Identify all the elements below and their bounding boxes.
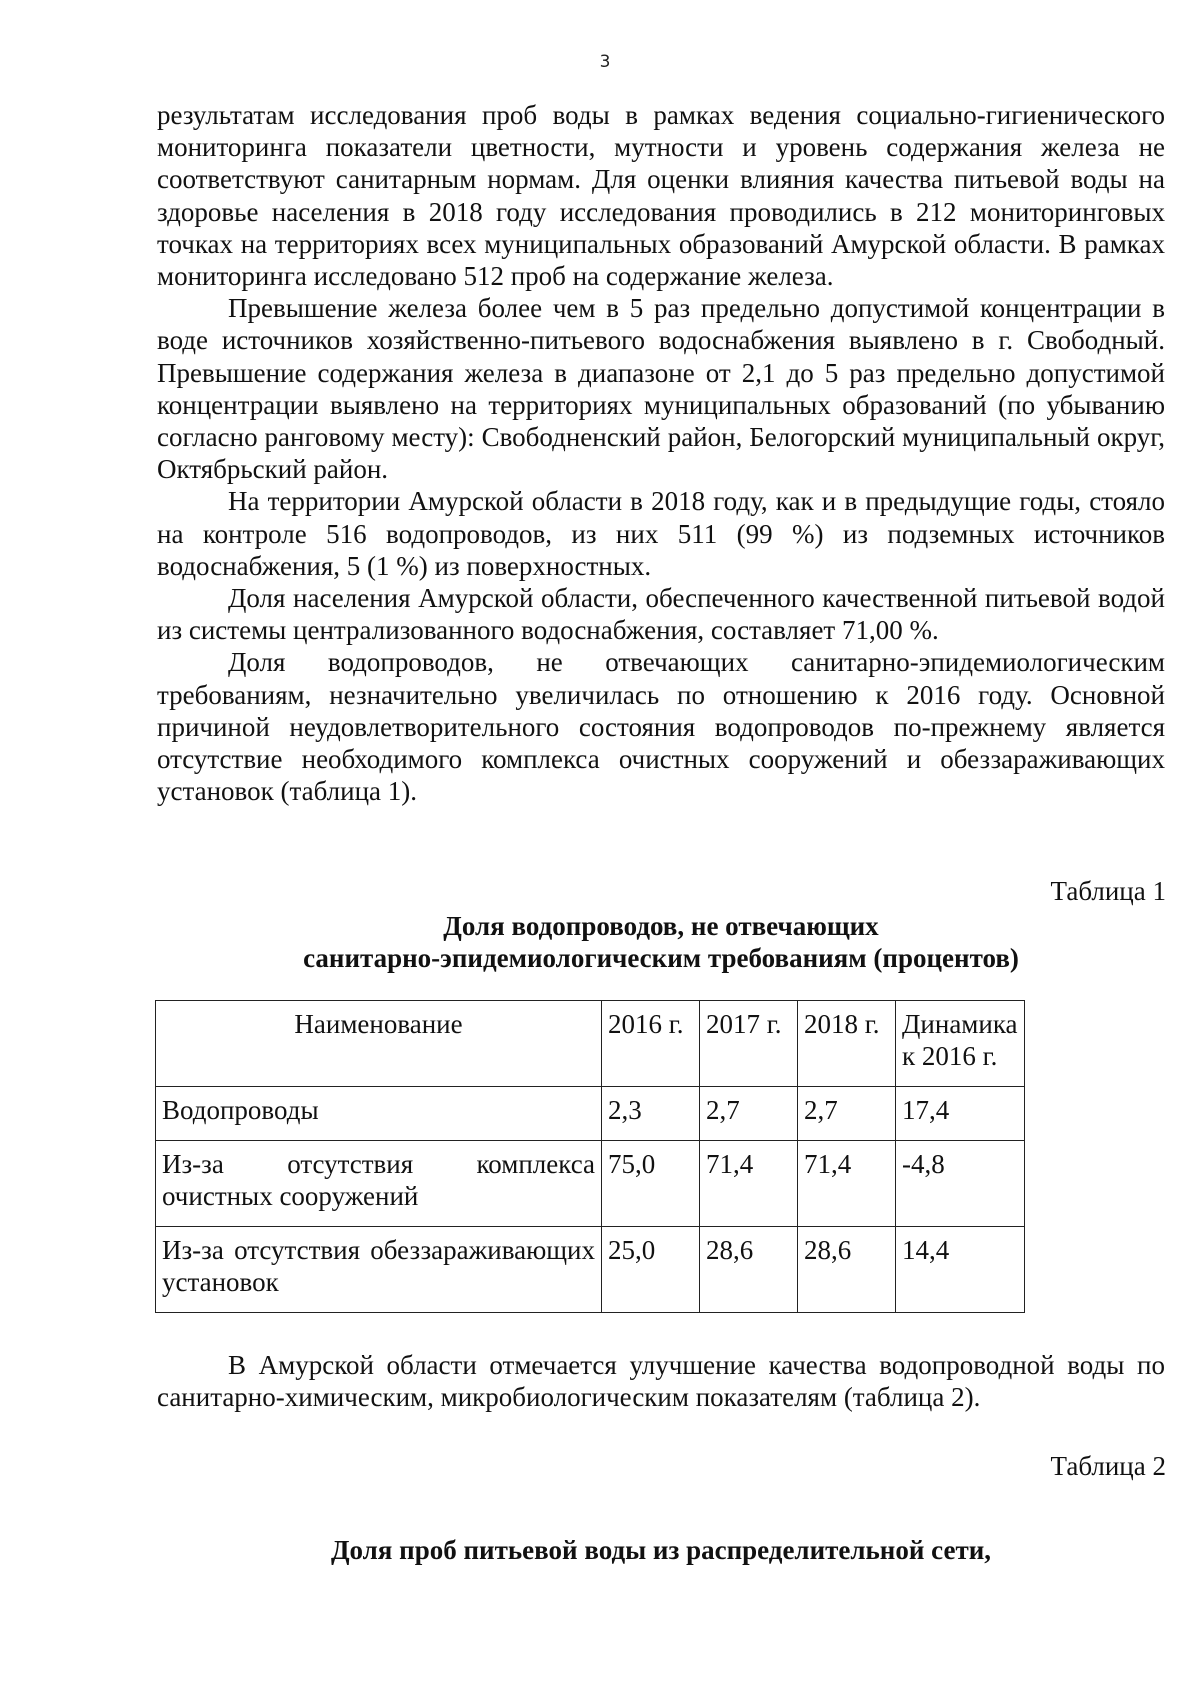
paragraph-after-table: В Амурской области отмечается улучшение качества водопроводной воды по санитарно-химическим, микробиологическим показателям (таблица 2). [157,1350,1165,1413]
paragraph-2: Превышение железа более чем в 5 раз предельно допустимой концентрации в воде источников хозяйственно-питьевого водоснабжения выявлено в г. Свободный. Превышение содержания железа в диапазоне от 2,1 до 5 раз предельно допустимой концентрации выявлено на территориях муниципальных образований (по убыванию согласно ранговому месту): Свободненский район, Белогорский муниципальный округ, Октябрьский район. [157,293,1165,485]
table-header-row [156,1001,1025,1087]
table-1-title-line-2: санитарно-эпидемиологическим требованиям (процентов) [303,943,1019,973]
paragraph-3: На территории Амурской области в 2018 году, как и в предыдущие годы, стояло на контроле 516 водопроводов, из них 511 (99 %) из подземных источников водоснабжения, 5 (1 %) из поверхностных. [157,486,1165,581]
header-2017: 2017 г. [700,1001,798,1087]
table-1-title [157,910,1165,974]
row-name-cell: Водопроводы [156,1087,602,1141]
table-row [156,1141,1025,1227]
row-value-dynamics: -4,8 [896,1141,1025,1227]
page-number: 3 [599,52,611,72]
paragraph-1: результатам исследования проб воды в рамках ведения социально-гигиенического мониторинга показатели цветности, мутности и уровень содержания железа не соответствуют санитарным нормам. Для оценки влияния качества питьевой воды на здоровье населения в 2018 году исследования проводились в 212 мониторинговых точках на территориях всех муниципальных образований Амурской области. В рамках мониторинга исследовано 512 проб на содержание железа. [157,100,1165,292]
paragraph-4: Доля населения Амурской области, обеспеченного качественной питьевой водой из системы централизованного водоснабжения, составляет 71,00 %. [157,583,1165,646]
table-1-label: Таблица 1 [1050,876,1166,906]
table-2-label: Таблица 2 [1050,1451,1166,1481]
after-table-text [157,1349,1165,1413]
row-value-dynamics: 14,4 [896,1227,1025,1313]
row-value-2017: 28,6 [700,1227,798,1313]
row-value-2018: 2,7 [798,1087,896,1141]
table-1 [155,1000,1025,1313]
body-text [157,99,1165,807]
row-value-2016: 2,3 [602,1087,700,1141]
row-value-dynamics: 17,4 [896,1087,1025,1141]
table-row [156,1087,1025,1141]
row-value-2017: 71,4 [700,1141,798,1227]
row-value-2018: 28,6 [798,1227,896,1313]
row-value-2016: 25,0 [602,1227,700,1313]
table-1-title-line-1: Доля водопроводов, не отвечающих [443,911,879,941]
table-row [156,1227,1025,1313]
row-value-2016: 75,0 [602,1141,700,1227]
paragraph-5: Доля водопроводов, не отвечающих санитарно-эпидемиологическим требованиям, незначительно увеличилась по отношению к 2016 году. Основной причиной неудовлетворительного состояния водопроводов по-прежнему является отсутствие необходимого комплекса очистных сооружений и обеззараживающих установок (таблица 1). [157,647,1165,807]
header-name: Наименование [156,1001,602,1087]
row-value-2017: 2,7 [700,1087,798,1141]
row-value-2018: 71,4 [798,1141,896,1227]
header-2016: 2016 г. [602,1001,700,1087]
row-name-cell: Из-за отсутствия обеззараживающих установок [156,1227,602,1313]
header-2018: 2018 г. [798,1001,896,1087]
header-dynamics: Динамика к 2016 г. [896,1001,1025,1087]
table-2-title: Доля проб питьевой воды из распределительной сети, [330,1535,992,1565]
row-name-cell: Из-за отсутствия комплекса очистных сооружений [156,1141,602,1227]
